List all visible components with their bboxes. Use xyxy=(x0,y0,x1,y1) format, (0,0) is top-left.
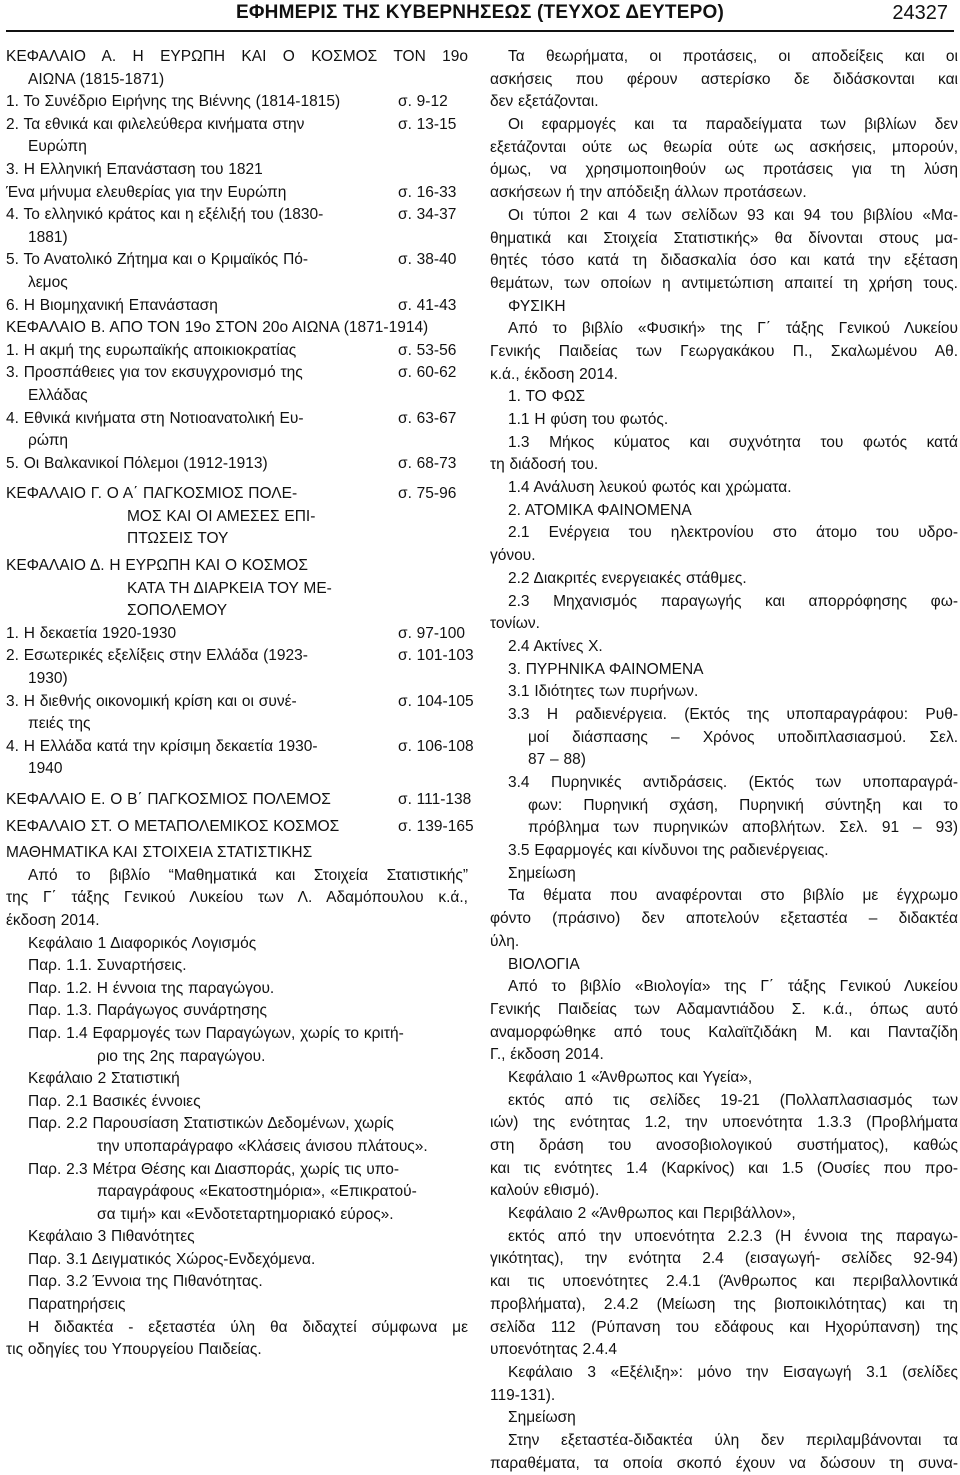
chapter-g-heading-cont: ΠΤΩΣΕΙΣ ΤΟΥ xyxy=(127,530,229,548)
chapter-a-heading: ΚΕΦΑΛΑΙΟ Α. Η ΕΥΡΩΠΗ ΚΑΙ Ο ΚΟΣΜΟΣ ΤΟΝ 19ο xyxy=(6,48,468,65)
toc-item-text: 6. Η Βιομηχανική Επανάσταση xyxy=(6,296,218,314)
toc-item-page: σ. 97-100 xyxy=(398,624,465,642)
chapter-st-page: σ. 139-165 xyxy=(398,817,474,835)
body-line: και τις ενότητες 1.4 (Καρκίνος) και 1.5 (Ουσίες που προ- xyxy=(490,1159,958,1177)
math-chapter-3: Κεφάλαιο 3 Πιθανότητες xyxy=(28,1228,195,1246)
physics-chapter: 2. ΑΤΟΜΙΚΑ ΦΑΙΝΟΜΕΝΑ xyxy=(508,501,692,519)
toc-item-page: σ. 104-105 xyxy=(398,692,474,710)
chapter-e-page: σ. 111-138 xyxy=(398,791,472,808)
math-paragraph: Παρ. 1.2. Η έννοια της παραγώγου. xyxy=(28,979,275,997)
toc-item-page: σ. 9-12 xyxy=(398,93,448,111)
toc-item-text: 1. Το Συνέδριο Ειρήνης της Βιέννης (1814-1815) xyxy=(6,93,341,111)
body-line: στη δράση του ανοσοβιολογικού συστήματος), καθώς xyxy=(490,1137,958,1154)
toc-item xyxy=(6,645,474,668)
toc-item-cont: 1881) xyxy=(28,228,68,246)
body-line: θηματικά και Στοιχεία Στατιστικής» θα δίνονται στους μα- xyxy=(490,229,958,247)
physics-item: 3.4 Πυρηνικές αντιδράσεις. (Εκτός των υποπαραγρά- xyxy=(508,774,958,791)
toc-item-text: 3. Η Ελληνική Επανάσταση του 1821 xyxy=(6,160,263,178)
body-line: αναμορφώθηκε από τους Καλαϊτζιδάκη Μ. και Πανταζίδη xyxy=(490,1023,958,1041)
body-line: εξετάζονται ούτε ως θεωρία ούτε ως ασκήσεις, μπορούν, xyxy=(490,138,958,156)
body-line: Τα θέματα που αναφέρονται στο βιβλίο με έγχρωμο xyxy=(508,887,958,905)
toc-item-page: σ. 53-56 xyxy=(398,341,457,359)
math-paragraph: Παρ. 3.1 Δειγματικός Χώρος-Ενδεχόμενα. xyxy=(28,1250,316,1268)
toc-item-page: σ. 60-62 xyxy=(398,364,457,382)
math-observations-title: Παρατηρήσεις xyxy=(28,1296,126,1314)
physics-item-cont: μοί διάσπασης – Χρόνος υποδιπλασιασμού. Σελ. xyxy=(528,728,958,746)
left-column xyxy=(6,46,474,1362)
chapter-g-text: ΚΕΦΑΛΑΙΟ Γ. Ο Α΄ ΠΑΓΚΟΣΜΙΟΣ ΠΟΛΕ- xyxy=(6,485,298,503)
toc-item xyxy=(6,408,468,431)
math-paragraph: Παρ. 1.4 Εφαρμογές των Παραγώγων, χωρίς το κριτή- xyxy=(28,1024,404,1042)
toc-item-text: 1. Η ακμή της ευρωπαϊκής αποικιοκρατίας xyxy=(6,341,297,359)
body-line: υποενότητας 2.4.4 xyxy=(490,1341,617,1359)
note-title: Σημείωση xyxy=(508,1409,576,1427)
toc-item-cont: Ελλάδας xyxy=(28,386,88,404)
toc-item-text: Ένα μήνυμα ελευθερίας για την Ευρώπη xyxy=(6,183,287,201)
body-line: κ.ά., έκδοση 2014. xyxy=(490,365,618,383)
physics-chapter: 3. ΠΥΡΗΝΙΚΑ ΦΑΙΝΟΜΕΝΑ xyxy=(508,660,704,678)
math-intro-line: Από το βιβλίο “Μαθηματικά και Στοιχεία Στατιστικής” xyxy=(28,866,468,884)
toc-item-text: 4. Εθνικά κινήματα στη Νοτιοανατολική Ευ- xyxy=(6,409,304,427)
toc-item-page: σ. 101-103 xyxy=(398,647,474,665)
body-line: παραθέματα, τα οποία σκοπό έχουν να δώσουν τη συνα- xyxy=(490,1454,958,1472)
toc-item xyxy=(6,159,468,182)
body-line: θητές τόσο κατά τη διδασκαλία όσο και κατά την εξέταση xyxy=(490,252,958,270)
physics-item-cont: γόνου. xyxy=(490,547,536,565)
page-number: 24327 xyxy=(892,2,948,24)
body-line: Οι εφαρμογές και τα παραδείγματα των βιβλίων δεν xyxy=(508,116,958,134)
toc-item-text: 5. Οι Βαλκανικοί Πόλεμοι (1912-1913) xyxy=(6,454,268,472)
chapter-g-page: σ. 75-96 xyxy=(398,485,457,503)
body-line: όμως, να χρησιμοποιηθούν ως προτάσεις για τη λύση xyxy=(490,161,958,179)
physics-section-title: ΦΥΣΙΚΗ xyxy=(508,297,566,315)
math-section-title: ΜΑΘΗΜΑΤΙΚΑ ΚΑΙ ΣΤΟΙΧΕΙΑ ΣΤΑΤΙΣΤΙΚΗΣ xyxy=(6,844,313,862)
math-paragraph-cont: σα τιμή» και «Ενδοτεταρτημοριακό εύρος». xyxy=(97,1205,394,1223)
biology-chapter: Κεφάλαιο 2 «Άνθρωπος και Περιβάλλον», xyxy=(508,1205,796,1223)
math-intro-line: έκδοση 2014. xyxy=(6,911,100,929)
toc-item-text: 4. Η Ελλάδα κατά την κρίσιμη δεκαετία 1930- xyxy=(6,737,318,755)
body-line: Από το βιβλίο «Φυσική» της Γ΄ τάξης Γενικού Λυκείου xyxy=(508,320,958,338)
biology-section-title: ΒΙΟΛΟΓΙΑ xyxy=(508,955,580,973)
chapter-g-heading xyxy=(6,483,468,506)
body-line: 119-131). xyxy=(490,1386,556,1404)
chapter-g-heading-cont: ΜΟΣ ΚΑΙ ΟΙ ΑΜΕΣΕΣ ΕΠΙ- xyxy=(127,507,316,525)
body-line: ασκήσεων ή την απόδειξη άλλων προτάσεων. xyxy=(490,184,807,202)
chapter-st-text: ΚΕΦΑΛΑΙΟ ΣΤ. Ο ΜΕΤΑΠΟΛΕΜΙΚΟΣ ΚΟΣΜΟΣ xyxy=(6,817,340,835)
toc-item xyxy=(6,736,474,759)
toc-item xyxy=(6,182,468,205)
chapter-a-heading-cont: ΑΙΩΝΑ (1815-1871) xyxy=(28,70,165,88)
body-line: Γ., έκδοση 2014. xyxy=(490,1046,604,1064)
chapter-st-heading xyxy=(6,816,474,839)
math-paragraph: Παρ. 1.1. Συναρτήσεις. xyxy=(28,957,187,975)
physics-chapter: 1. ΤΟ ΦΩΣ xyxy=(508,388,586,406)
math-paragraph: Παρ. 3.2 Έννοια της Πιθανότητας. xyxy=(28,1273,263,1291)
body-line: σελίδα 112 (Ρύπανση του εδάφους και Ηχορύπανση) της xyxy=(490,1318,958,1336)
toc-item xyxy=(6,114,468,137)
body-line: φόντο (πράσινο) δεν αποτελούν εξεταστέα – διδακτέα xyxy=(490,910,958,928)
toc-item xyxy=(6,340,468,363)
physics-item: 1.3 Μήκος κύματος και συχνότητα του φωτός κατά xyxy=(508,433,958,451)
body-line: Γενικής Παιδείας των Αδαμαντιάδου Σ. κ.ά., όπως αυτό xyxy=(490,1000,958,1018)
chapter-d-heading-cont: ΚΑΤΑ ΤΗ ΔΙΑΡΚΕΙΑ ΤΟΥ ΜΕ- xyxy=(127,579,332,597)
gazette-title: ΕΦΗΜΕΡΙΣ ΤΗΣ ΚΥΒΕΡΝΗΣΕΩΣ (ΤΕΥΧΟΣ ΔΕΥΤΕΡΟ) xyxy=(236,2,724,23)
physics-item: 3.1 Ιδιότητες των πυρήνων. xyxy=(508,683,699,701)
toc-item-page: σ. 63-67 xyxy=(398,409,457,427)
toc-item xyxy=(6,249,468,272)
biology-chapter: Κεφάλαιο 3 «Εξέλιξη»: μόνο την Εισαγωγή 3.1 (σελίδες xyxy=(508,1363,958,1381)
math-paragraph: Παρ. 2.1 Βασικές έννοιες xyxy=(28,1092,201,1110)
math-paragraph-cont: την υποπαράγραφο «Κλάσεις άνισου πλάτους». xyxy=(97,1137,428,1155)
math-observations-text: τις οδηγίες του Υπουργείου Παιδείας. xyxy=(6,1341,262,1359)
chapter-b-heading: ΚΕΦΑΛΑΙΟ Β. ΑΠΟ ΤΟΝ 19ο ΣΤΟΝ 20ο ΑΙΩΝΑ (1871-1914) xyxy=(6,319,429,337)
physics-item: 2.3 Μηχανισμός παραγωγής και απορρόφησης φω- xyxy=(508,592,958,610)
body-line: Στην εξεταστέα-διδακτέα ύλη δεν περιλαμβάνονται τα xyxy=(508,1431,958,1449)
toc-item xyxy=(6,623,468,646)
toc-item-cont: λεμος xyxy=(28,273,68,291)
toc-item-cont: πειές της xyxy=(28,715,91,733)
toc-item-page: σ. 13-15 xyxy=(398,115,457,133)
toc-item xyxy=(6,453,468,476)
physics-item: 2.4 Ακτίνες Χ. xyxy=(508,637,603,655)
body-line: ιών) της ενότητας 1.2, την υποενότητα 1.3.3 (Προβλήματα xyxy=(490,1114,958,1132)
toc-item-page: σ. 41-43 xyxy=(398,296,457,314)
body-line: ύλη. xyxy=(490,932,520,950)
toc-item-cont: Ευρώπη xyxy=(28,138,87,156)
body-line: εκτός από την υποενότητα 2.2.3 (Η έννοια της παραγω- xyxy=(508,1227,958,1245)
body-line: ασκήσεις που φέρουν αστερίσκο δε διδάσκονται και xyxy=(490,70,958,88)
gazette-header xyxy=(6,0,954,32)
toc-item-cont: ρώπη xyxy=(28,432,69,450)
math-intro-line: της Γ΄ τάξης Γενικού Λυκείου των Λ. Αδαμόπουλου κ.ά., xyxy=(6,889,468,907)
toc-item-cont: 1930) xyxy=(28,670,68,688)
body-line: δεν εξετάζονται. xyxy=(490,93,599,111)
math-paragraph-cont: ριο της 2ης παραγώγου. xyxy=(97,1047,266,1065)
toc-item xyxy=(6,204,468,227)
math-paragraph-cont: παραγράφους «Εκατοστημόρια», «Επικρατού- xyxy=(97,1183,417,1201)
physics-item-cont: τονίων. xyxy=(490,615,540,633)
toc-item-cont: 1940 xyxy=(28,760,63,778)
physics-item-cont: φων: Πυρηνική σχάση, Πυρηνική σύντηξη και το xyxy=(528,796,958,814)
toc-item-text: 3. Προσπάθειες για τον εκσυγχρονισμό της xyxy=(6,364,303,382)
math-paragraph: Παρ. 2.2 Παρουσίαση Στατιστικών Δεδομένων, χωρίς xyxy=(28,1115,394,1133)
math-paragraph: Παρ. 2.3 Μέτρα Θέσης και Διασποράς, χωρίς τις υπο- xyxy=(28,1160,400,1178)
math-chapter-2: Κεφάλαιο 2 Στατιστική xyxy=(28,1070,180,1088)
physics-item-cont: πρόβλημα των πυρηνικών αποβλήτων. Σελ. 91 – 93) xyxy=(528,819,958,837)
toc-item-text: 5. Το Ανατολικό Ζήτημα και ο Κριμαϊκός Πό- xyxy=(6,251,309,269)
physics-item: 2.2 Διακριτές ενεργειακές στάθμες. xyxy=(508,569,747,587)
toc-item xyxy=(6,91,468,114)
toc-item-text: 2. Τα εθνικά και φιλελεύθερα κινήματα στην xyxy=(6,115,305,133)
body-line: Οι τύποι 2 και 4 των σελίδων 93 και 94 του βιβλίου «Μα- xyxy=(508,206,958,224)
toc-item-text: 4. Το ελληνικό κράτος και η εξέλιξή του (1830- xyxy=(6,206,324,224)
physics-item: 3.5 Εφαρμογές και κίνδυνοι της ραδιενέργειας. xyxy=(508,842,829,860)
body-line: καλούν εθισμό). xyxy=(490,1182,600,1200)
biology-chapter: Κεφάλαιο 1 «Άνθρωπος και Υγεία», xyxy=(508,1068,753,1086)
chapter-e-heading xyxy=(6,789,472,812)
body-line: Από το βιβλίο «Βιολογία» της Γ΄ τάξης Γενικού Λυκείου xyxy=(508,978,958,996)
physics-item: 1.4 Ανάλυση λευκού φωτός και χρώματα. xyxy=(508,479,792,497)
toc-item-page: σ. 106-108 xyxy=(398,737,474,755)
body-line: προβλήματα), 2.4.2 (Μείωση της βιοποικιλότητας) και τη xyxy=(490,1295,958,1313)
physics-item-cont: 87 – 88) xyxy=(528,751,586,769)
toc-item-text: 3. Η διεθνής οικονομική κρίση και οι συνέ- xyxy=(6,692,297,710)
math-paragraph: Παρ. 1.3. Παράγωγος συνάρτησης xyxy=(28,1002,267,1020)
toc-item-page: σ. 68-73 xyxy=(398,454,457,472)
math-chapter-1: Κεφάλαιο 1 Διαφορικός Λογισμός xyxy=(28,934,257,952)
body-line: θεμάτων, των οποίων η αντιμετώπιση απαιτεί τη χρήση τους. xyxy=(490,274,958,292)
physics-item: 3.3 Η ραδιενέργεια. (Εκτός της υποπαραγράφου: Ρυθ- xyxy=(508,705,958,723)
toc-item-text: 1. Η δεκαετία 1920-1930 xyxy=(6,624,177,642)
chapter-e-text: ΚΕΦΑΛΑΙΟ Ε. Ο Β΄ ΠΑΓΚΟΣΜΙΟΣ ΠΟΛΕΜΟΣ xyxy=(6,791,331,808)
body-line: εκτός από τις σελίδες 19-21 (Πολλαπλασιασμός των xyxy=(508,1091,958,1109)
toc-item-text: 2. Εσωτερικές εξελίξεις στην Ελλάδα (1923- xyxy=(6,647,308,665)
body-line: Γενικής Παιδείας των Γεωργακάκου Π., Σκαλωμένου Αθ. xyxy=(490,342,958,360)
chapter-d-heading-cont: ΣΟΠΟΛΕΜΟΥ xyxy=(127,602,228,620)
right-column xyxy=(490,46,958,1475)
physics-item-cont: τη διάδοσή του. xyxy=(490,456,599,474)
toc-item-page: σ. 38-40 xyxy=(398,251,457,269)
physics-item: 1.1 Η φύση του φωτός. xyxy=(508,411,669,428)
physics-item: 2.1 Ενέργεια του ηλεκτρονίου στο άτομο του υδρο- xyxy=(508,524,958,542)
toc-item xyxy=(6,691,474,714)
body-line: γικότητας), την ενότητα 2.4 (εισαγωγή- σελίδες 92-94) xyxy=(490,1250,958,1268)
toc-item xyxy=(6,295,468,318)
toc-item xyxy=(6,362,468,385)
chapter-d-heading: ΚΕΦΑΛΑΙΟ Δ. Η ΕΥΡΩΠΗ ΚΑΙ Ο ΚΟΣΜΟΣ xyxy=(6,557,308,575)
toc-item-page: σ. 34-37 xyxy=(398,206,457,224)
body-line: και τις υποενότητες 2.4.1 (Άνθρωπος και περιβαλλοντικά xyxy=(490,1273,958,1291)
note-title: Σημείωση xyxy=(508,864,576,882)
math-observations-text: Η διδακτέα - εξεταστέα ύλη θα διδαχτεί σύμφωνα με xyxy=(28,1318,468,1336)
toc-item-page: σ. 16-33 xyxy=(398,183,457,201)
body-line: Τα θεωρήματα, οι προτάσεις, οι αποδείξεις και οι xyxy=(508,48,958,65)
